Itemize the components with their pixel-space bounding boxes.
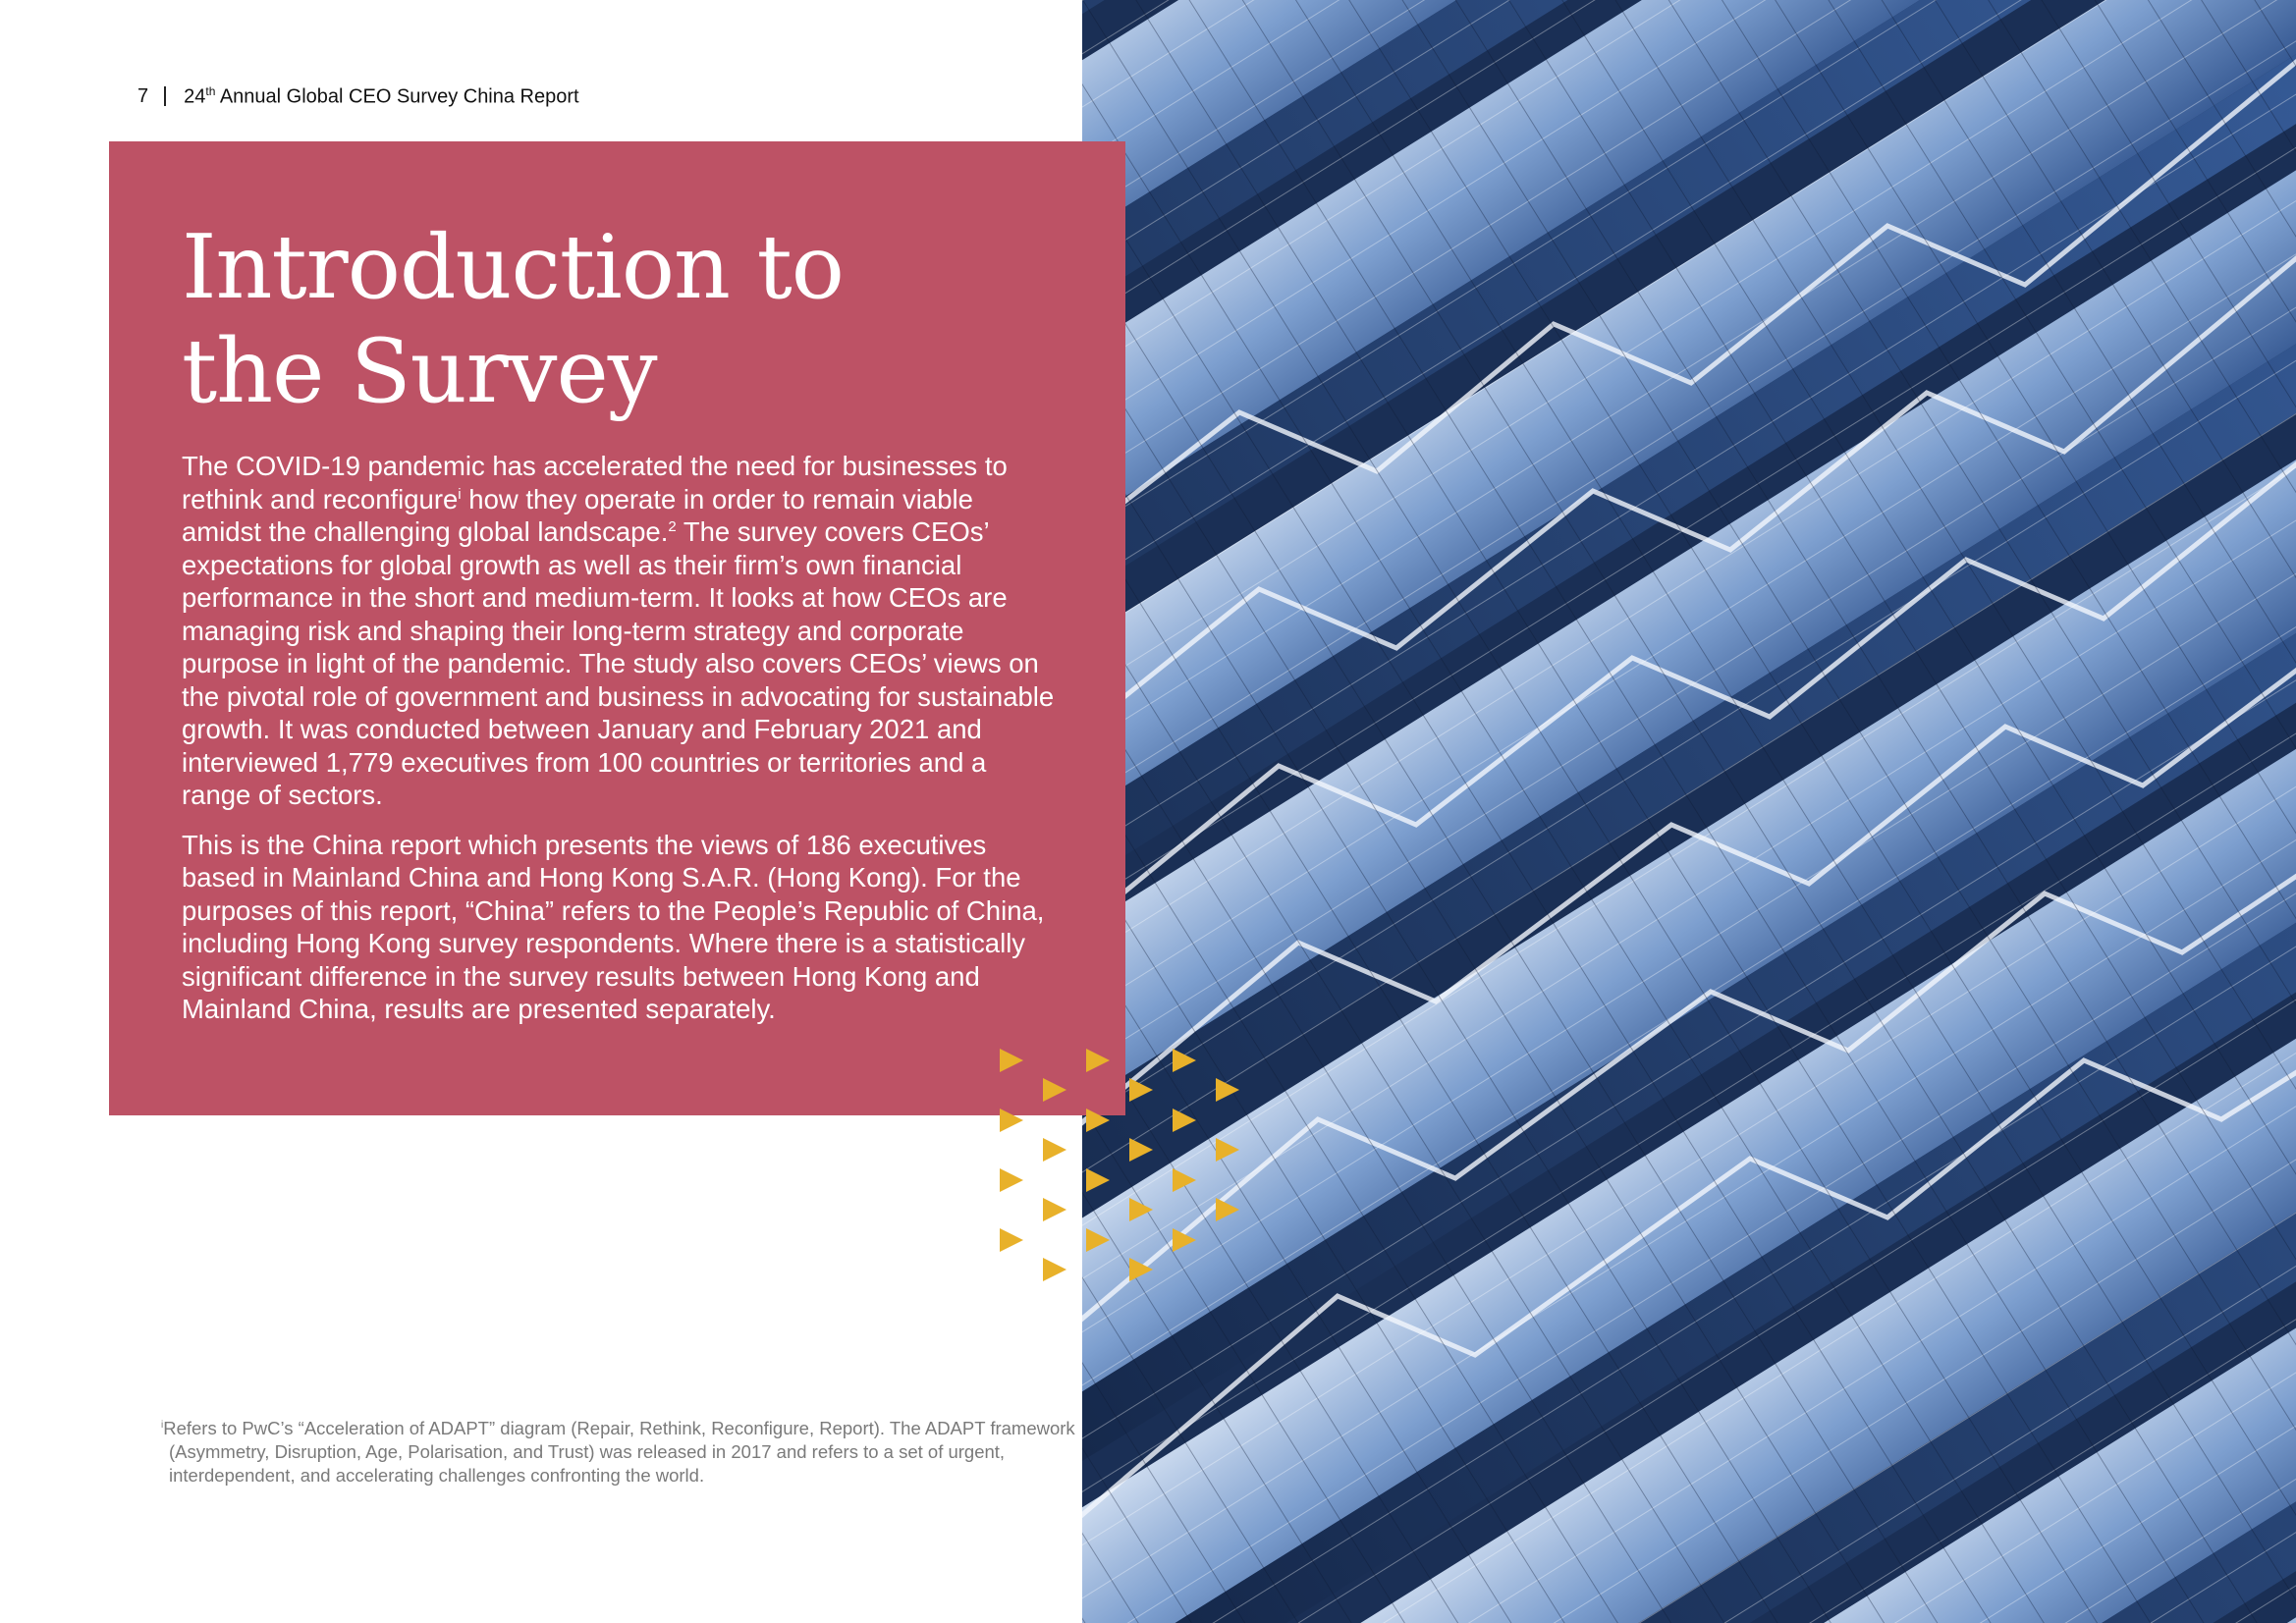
triangle-icon — [1173, 1228, 1196, 1252]
report-title-superscript: th — [205, 84, 216, 98]
triangle-icon — [1086, 1228, 1110, 1252]
header-divider — [164, 86, 166, 106]
triangle-icon — [1216, 1078, 1239, 1102]
footnote-text: Refers to PwC’s “Acceleration of ADAPT” diagram (Repair, Rethink, Reconfigure, Report). The ADAPT framework (Asymmetry, Disruption, Age, Polarisation, and Trust) was released in 2017 and refers to a set of urgent, interdependent, and accelerating challenges confronting the world. — [163, 1418, 1075, 1487]
triangle-icon — [1086, 1049, 1110, 1072]
report-title-text: Annual Global CEO Survey China Report — [219, 85, 579, 108]
triangle-icon — [1173, 1168, 1196, 1192]
paragraph-1-part-1: The COVID-19 pandemic has accelerated the need for businesses to rethink and reconfigure — [182, 451, 1008, 514]
triangle-icon — [1043, 1198, 1066, 1221]
triangle-icon — [1216, 1138, 1239, 1162]
triangle-icon — [1216, 1198, 1239, 1221]
decorative-triangles — [1000, 1049, 1255, 1294]
intro-paragraph-2: This is the China report which presents the views of 186 executives based in Mainland China and Hong Kong S.A.R. (Hong Kong). For the purposes of this report, “China” refers to the People’s Republic of China, including Hong Kong survey respondents. Where there is a statistically significant difference in the survey results between Hong Kong and Mainland China, results are presented separately. — [182, 829, 1045, 1024]
building-photo — [1082, 0, 2296, 1623]
triangle-icon — [1086, 1168, 1110, 1192]
paragraph-1-part-2: how they operate in order to remain viable amidst the challenging global landscape. — [182, 483, 973, 547]
triangle-icon — [1000, 1109, 1023, 1132]
page-header — [137, 84, 579, 109]
triangle-icon — [1043, 1078, 1066, 1102]
page-title-line-1: Introduction to — [182, 216, 844, 319]
triangle-icon — [1000, 1049, 1023, 1072]
triangle-icon — [1173, 1109, 1196, 1132]
triangle-icon — [1043, 1258, 1066, 1281]
report-title — [184, 84, 578, 109]
report-title-prefix: 24 — [184, 85, 206, 108]
intro-panel — [109, 141, 1125, 1115]
triangle-icon — [1000, 1168, 1023, 1192]
footnote-marker: i — [161, 1420, 164, 1431]
triangle-icon — [1129, 1198, 1153, 1221]
triangle-icon — [1173, 1049, 1196, 1072]
page-title-line-2: the Survey — [182, 320, 657, 423]
triangle-icon — [1129, 1258, 1153, 1281]
footnote — [159, 1414, 1082, 1488]
triangle-icon — [1129, 1078, 1153, 1102]
page-title — [182, 216, 1057, 424]
triangle-icon — [1129, 1138, 1153, 1162]
page-number: 7 — [137, 84, 149, 107]
triangle-icon — [1043, 1138, 1066, 1162]
footnote-ref-i: i — [458, 485, 462, 503]
footnote-ref-2: 2 — [668, 517, 677, 535]
triangle-icon — [1000, 1228, 1023, 1252]
triangle-pattern-icon — [1000, 1049, 1255, 1294]
paragraph-1-part-3: The survey covers CEOs’ expectations for global growth as well as their firm’s own financial performance in the short and medium-term. It looks at how CEOs are managing risk and shaping their long-term strategy and corporate purpose in light of the pandemic. The study also covers CEOs’ views on the pivotal role of government and business in advocating for sustainable growth. It was conducted between January and February 2021 and interviewed 1,779 executives from 100 countries or territories and a range of sectors. — [182, 516, 1055, 810]
triangle-icon — [1086, 1109, 1110, 1132]
intro-paragraph-1 — [182, 450, 1057, 812]
